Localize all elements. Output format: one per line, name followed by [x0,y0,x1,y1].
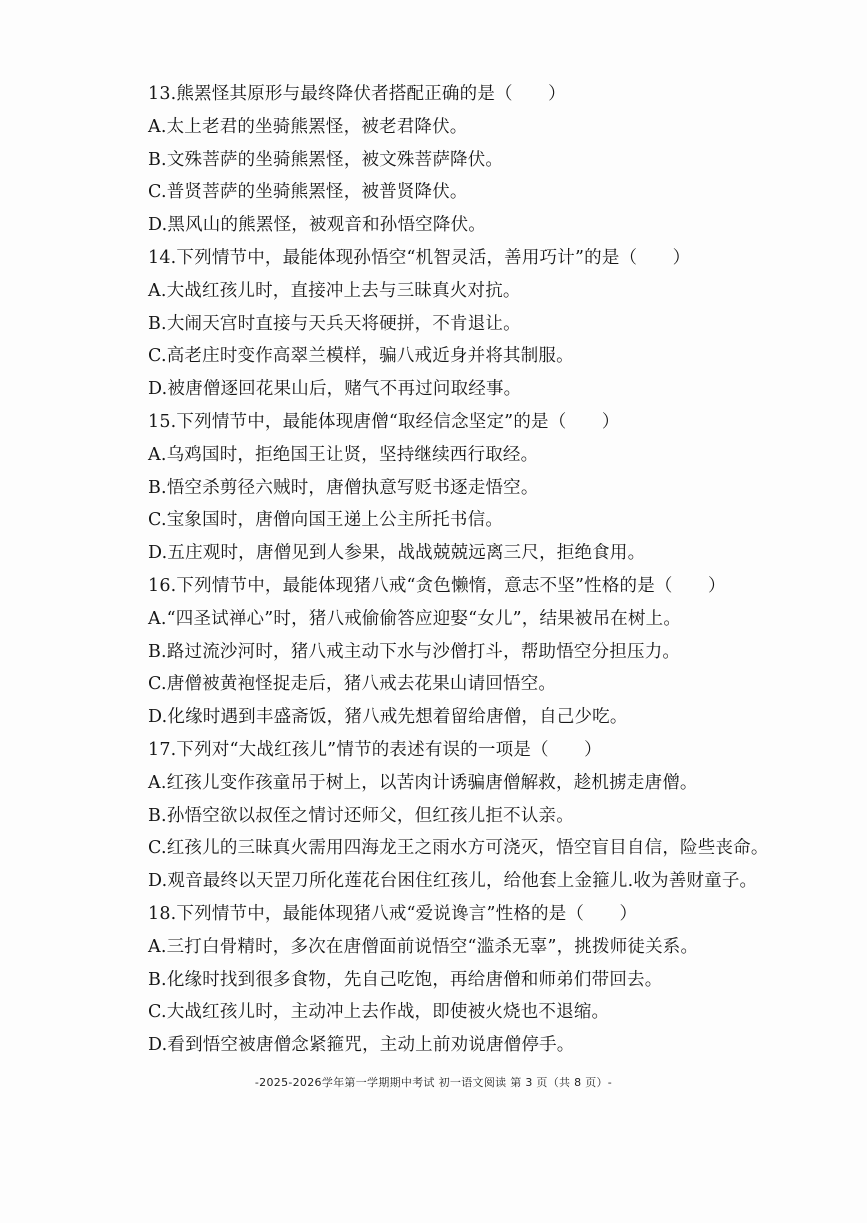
question-stem: 15.下列情节中，最能体现唐僧“取经信念坚定”的是（ ） [148,411,620,432]
question-17 [148,734,848,898]
option-b: B.化缘时找到很多食物，先自己吃饱，再给唐僧和师弟们带回去。 [148,969,663,990]
option-c: C.高老庄时变作高翠兰模样，骗八戒近身并将其制服。 [148,346,574,367]
option-a: A.三打白骨精时，多次在唐僧面前说悟空“滥杀无辜”，挑拨师徒关系。 [148,936,699,957]
option-d: D.被唐僧逐回花果山后，赌气不再过问取经事。 [148,379,522,400]
option-d: D.化缘时遇到丰盛斋饭，猪八戒先想着留给唐僧，自己少吃。 [148,707,628,728]
option-d: D.五庄观时，唐僧见到人参果，战战兢兢远离三尺，拒绝食用。 [148,543,646,564]
question-list [148,78,848,1062]
option-c: C.唐僧被黄袍怪捉走后，猪八戒去花果山请回悟空。 [148,674,557,695]
option-b: B.悟空杀剪径六贼时，唐僧执意写贬书逐走悟空。 [148,477,539,498]
question-16 [148,570,848,734]
page-footer: -2025-2026学年第一学期期中考试 初一语文阅读 第 3 页（共 8 页）- [254,1076,613,1089]
option-b: B.大闹天宫时直接与天兵天将硬拼，不肯退让。 [148,313,521,334]
option-b: B.孙悟空欲以叔侄之情讨还师父，但红孩儿拒不认亲。 [148,805,574,826]
question-stem: 14.下列情节中，最能体现孙悟空“机智灵活，善用巧计”的是（ ） [148,247,691,268]
question-15 [148,406,848,570]
option-d: D.黑风山的熊罴怪，被观音和孙悟空降伏。 [148,215,486,236]
option-a: A.红孩儿变作孩童吊于树上，以苦肉计诱骗唐僧解救，趁机掳走唐僧。 [148,772,698,793]
question-stem: 18.下列情节中，最能体现猪八戒“爱说谗言”性格的是（ ） [148,903,638,924]
option-d: D.观音最终以天罡刀所化莲花台困住红孩儿，给他套上金箍儿.收为善财童子。 [148,871,758,892]
question-stem: 17.下列对“大战红孩儿”情节的表述有误的一项是（ ） [148,739,602,760]
option-a: A.乌鸡国时，拒绝国王让贤，坚持继续西行取经。 [148,444,539,465]
option-a: A.大战红孩儿时，直接冲上去与三昧真火对抗。 [148,280,521,301]
question-18 [148,898,848,1062]
option-c: C.红孩儿的三昧真火需用四海龙王之雨水方可浇灭，悟空盲目自信，险些丧命。 [148,838,769,859]
option-c: C.普贤菩萨的坐骑熊罴怪，被普贤降伏。 [148,182,468,203]
question-14 [148,242,848,406]
option-a: A.“四圣试禅心”时，猪八戒偷偷答应迎娶“女儿”，结果被吊在树上。 [148,608,682,629]
option-c: C.宝象国时，唐僧向国王递上公主所托书信。 [148,510,504,531]
question-13 [148,78,848,242]
question-stem: 13.熊罴怪其原形与最终降伏者搭配正确的是（ ） [148,84,566,104]
option-a: A.太上老君的坐骑熊罴怪，被老君降伏。 [148,116,468,137]
question-stem: 16.下列情节中，最能体现猪八戒“贪色懒惰，意志不坚”性格的是（ ） [148,575,726,596]
option-d: D.看到悟空被唐僧念紧箍咒，主动上前劝说唐僧停手。 [148,1035,575,1056]
option-c: C.大战红孩儿时，主动冲上去作战，即使被火烧也不退缩。 [148,1002,610,1023]
option-b: B.文殊菩萨的坐骑熊罴怪，被文殊菩萨降伏。 [148,149,504,170]
option-b: B.路过流沙河时，猪八戒主动下水与沙僧打斗，帮助悟空分担压力。 [148,641,681,662]
